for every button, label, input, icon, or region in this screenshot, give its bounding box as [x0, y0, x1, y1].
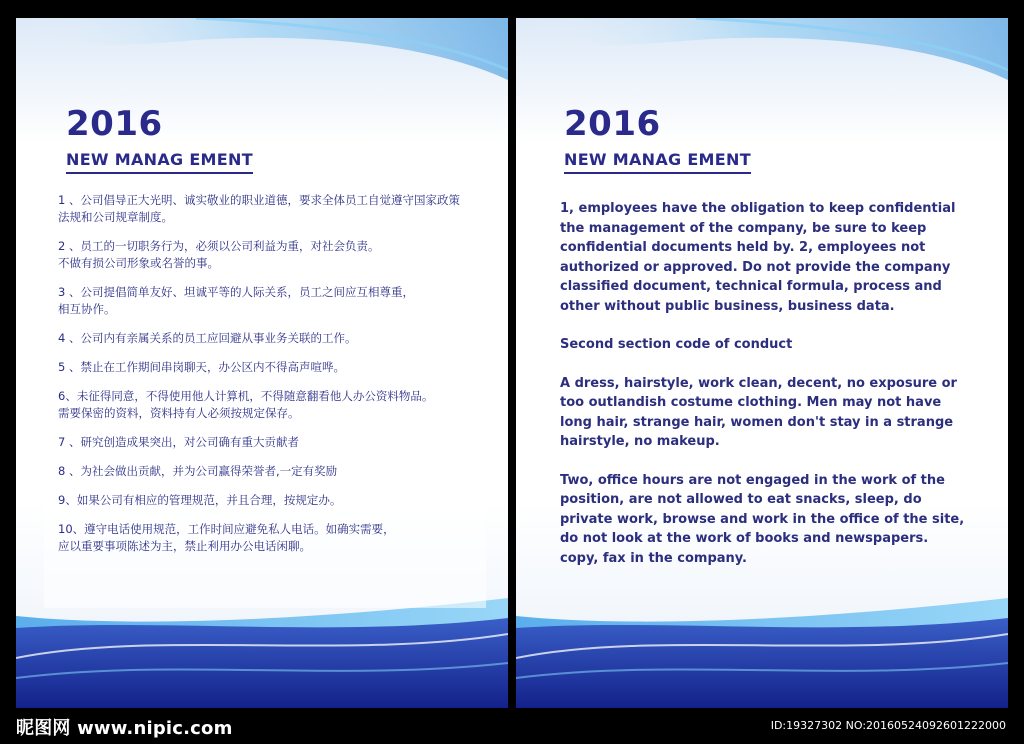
list-item: 8 、为社会做出贡献，并为公司赢得荣誉者,一定有奖励	[58, 464, 338, 478]
section-heading: Second section code of conduct	[560, 337, 793, 352]
right-panel	[516, 18, 1008, 708]
paragraph: 1, employees have the obligation to keep confidential the management of the company, be sure to keep confidential documents held by. 2, employees not authorized or approved. Do not provide the company classified document, technical formula, process and other without public business, business data.	[560, 201, 956, 314]
list-item: 9、如果公司有相应的管理规范，并且合理，按规定办。	[58, 493, 342, 507]
list-item: 1 、公司倡导正大光明、诚实敬业的职业道德，要求全体员工自觉遵守国家政策 法规和公司规章制度。	[58, 193, 460, 224]
list-item: 10、遵守电话使用规范，工作时间应避免私人电话。如确实需要， 应以重要事项陈述为主，禁止利用办公电话闲聊。	[58, 522, 395, 553]
section-subtitle: NEW MANAG EMENT	[66, 150, 253, 174]
left-panel	[16, 18, 508, 708]
list-item: 6、未征得同意，不得使用他人计算机，不得随意翻看他人办公资料物品。 需要保密的资料，资料持有人必须按规定保存。	[58, 389, 434, 420]
list-item: 2 、员工的一切职务行为，必须以公司利益为重，对社会负责。 不做有损公司形象或名誉的事。	[58, 239, 380, 270]
section-subtitle: NEW MANAG EMENT	[564, 150, 751, 174]
list-item: 7 、研究创造成果突出，对公司确有重大贡献者	[58, 435, 299, 449]
paragraph: Two, office hours are not engaged in the work of the position, are not allowed to eat snacks, sleep, do private work, browse and work in the office of the site, do not look at the work of books and newspapers. copy, fax in the company.	[560, 472, 965, 566]
list-item: 4 、公司内有亲属关系的员工应回避从事业务关联的工作。	[58, 331, 357, 345]
year-heading: 2016	[66, 104, 163, 144]
rules-list	[58, 192, 490, 567]
watermark-logo: 昵图网 www.nipic.com	[16, 718, 233, 739]
english-rules-text	[560, 199, 1000, 587]
list-item: 5 、禁止在工作期间串岗聊天，办公区内不得高声喧哗。	[58, 360, 345, 374]
paragraph: A dress, hairstyle, work clean, decent, no exposure or too outlandish costume clothing. Men may not have long hair, strange hair, women don't stay in a strange hairstyle, no makeup.	[560, 375, 957, 449]
list-item: 3 、公司提倡简单友好、坦诚平等的人际关系，员工之间应互相尊重， 相互协作。	[58, 285, 414, 316]
year-heading: 2016	[564, 104, 661, 144]
image-id-text: ID:19327302 NO:20160524092601222000	[770, 719, 1006, 732]
